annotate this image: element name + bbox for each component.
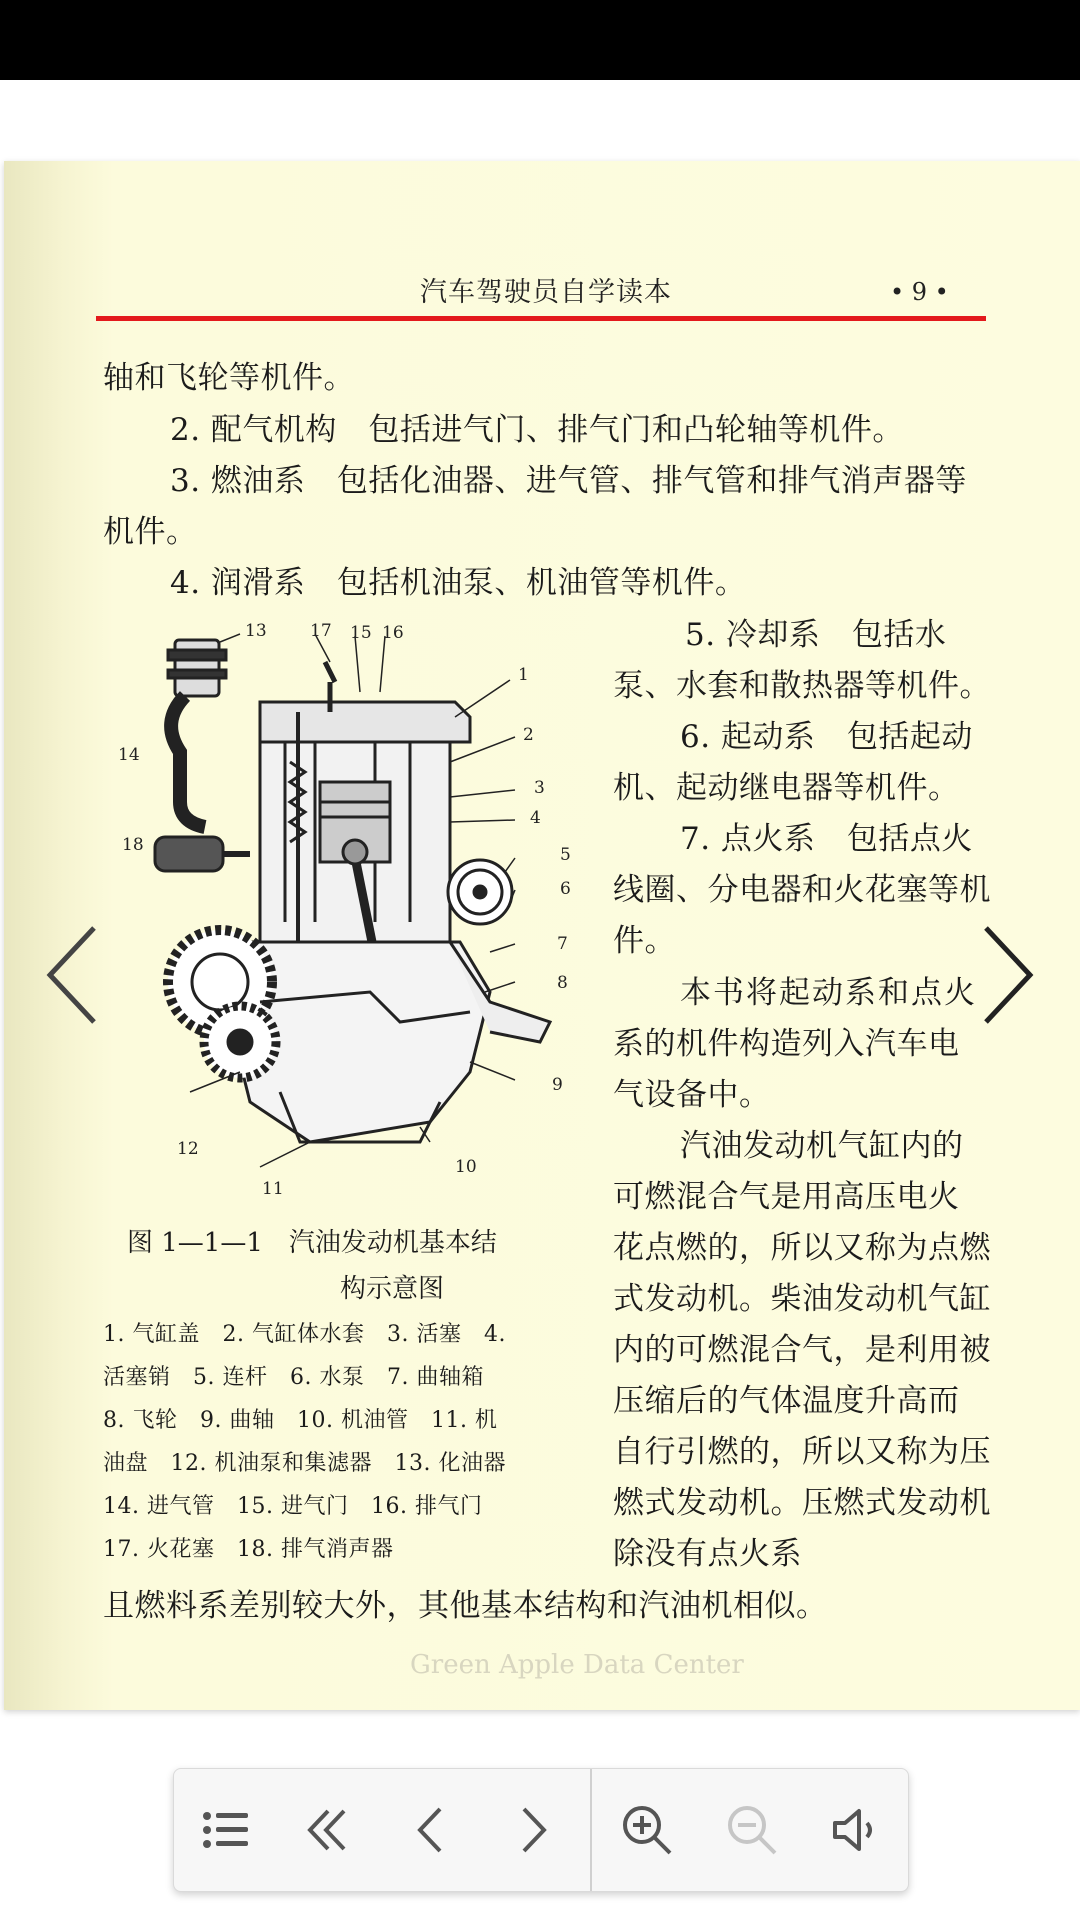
figure-number: 18 xyxy=(122,835,144,855)
zoom-out-button[interactable] xyxy=(715,1793,789,1867)
zoom-out-icon xyxy=(723,1801,781,1859)
first-page-button[interactable] xyxy=(292,1793,366,1867)
header-rule xyxy=(96,316,986,321)
text-line: 机、起动继电器等机件。 xyxy=(613,770,960,806)
figure-number: 13 xyxy=(245,622,267,641)
text-line: 3. 燃油系 包括化油器、进气管、排气管和排气消声器等 xyxy=(170,463,967,499)
figure-number: 3 xyxy=(534,778,545,798)
chevron-left-icon xyxy=(42,920,102,1030)
figure-number: 17 xyxy=(310,622,332,641)
figure-legend-line: 1. 气缸盖 2. 气缸体水套 3. 活塞 4. xyxy=(103,1322,506,1347)
figure-legend-line: 14. 进气管 15. 进气门 16. 排气门 xyxy=(103,1494,483,1519)
page-number: • 9 • xyxy=(890,278,949,306)
text-line: 气设备中。 xyxy=(613,1077,771,1113)
double-chevron-left-icon xyxy=(300,1801,358,1859)
toolbar-divider xyxy=(590,1769,592,1891)
figure-legend-line: 活塞销 5. 连杆 6. 水泵 7. 曲轴箱 xyxy=(103,1365,484,1390)
list-icon xyxy=(197,1801,255,1859)
reader-toolbar xyxy=(173,1768,909,1892)
figure-number: 6 xyxy=(560,879,571,899)
status-bar xyxy=(0,0,1080,80)
text-line: 汽油发动机气缸内的 xyxy=(680,1128,964,1164)
chevron-right-icon xyxy=(978,920,1038,1030)
text-line: 式发动机。柴油发动机气缸 xyxy=(613,1281,991,1317)
text-line: 压缩后的气体温度升高而 xyxy=(613,1383,960,1419)
figure-number: 4 xyxy=(530,808,541,828)
text-line: 线圈、分电器和火花塞等机 xyxy=(613,872,991,908)
figure-number: 1 xyxy=(518,665,529,685)
figure-number: 7 xyxy=(557,934,568,954)
figure-number: 16 xyxy=(382,623,404,643)
figure-number: 10 xyxy=(455,1157,477,1177)
chevron-left-icon xyxy=(402,1801,460,1859)
text-line: 机件。 xyxy=(103,514,198,550)
figure-number: 5 xyxy=(560,845,571,865)
figure-legend-line: 17. 火花塞 18. 排气消声器 xyxy=(103,1537,394,1562)
text-line: 5. 冷却系 包括水 xyxy=(685,617,947,653)
read-aloud-button[interactable] xyxy=(819,1793,893,1867)
speaker-icon xyxy=(827,1801,885,1859)
text-line: 件。 xyxy=(613,923,676,959)
text-line: 系的机件构造列入汽车电 xyxy=(613,1026,960,1062)
zoom-in-icon xyxy=(618,1801,676,1859)
table-of-contents-button[interactable] xyxy=(189,1793,263,1867)
text-line: 且燃料系差别较大外，其他基本结构和汽油机相似。 xyxy=(103,1588,828,1624)
text-line: 除没有点火系 xyxy=(613,1536,802,1572)
engine-diagram xyxy=(110,622,580,1202)
chevron-right-icon xyxy=(504,1801,562,1859)
figure-number: 11 xyxy=(262,1179,284,1199)
next-page-arrow[interactable] xyxy=(978,920,1038,1030)
figure-legend-line: 8. 飞轮 9. 曲轴 10. 机油管 11. 机 xyxy=(103,1408,498,1433)
figure-caption-continued: 构示意图 xyxy=(340,1274,445,1304)
zoom-in-button[interactable] xyxy=(610,1793,684,1867)
text-line: 4. 润滑系 包括机油泵、机油管等机件。 xyxy=(170,565,747,601)
previous-page-arrow[interactable] xyxy=(42,920,102,1030)
text-line: 内的可燃混合气，是利用被 xyxy=(613,1332,991,1368)
previous-page-button[interactable] xyxy=(394,1793,468,1867)
figure-legend-line: 油盘 12. 机油泵和集滤器 13. 化油器 xyxy=(103,1451,506,1476)
page-header-title: 汽车驾驶员自学读本 xyxy=(420,277,672,308)
text-line: 燃式发动机。压燃式发动机 xyxy=(613,1485,991,1521)
text-line: 6. 起动系 包括起动 xyxy=(680,719,973,755)
text-line: 7. 点火系 包括点火 xyxy=(680,821,973,857)
next-page-button[interactable] xyxy=(496,1793,570,1867)
figure-number: 2 xyxy=(523,725,534,745)
watermark: Green Apple Data Center xyxy=(410,1650,744,1680)
figure-number: 14 xyxy=(118,745,140,765)
figure-number: 9 xyxy=(552,1075,563,1095)
figure-number: 8 xyxy=(557,973,568,993)
figure-caption: 图 1—1—1 汽油发动机基本结 xyxy=(127,1228,497,1258)
text-line: 泵、水套和散热器等机件。 xyxy=(613,668,991,704)
figure-number: 15 xyxy=(350,623,372,643)
figure-number: 12 xyxy=(177,1139,199,1159)
text-line: 自行引燃的，所以又称为压 xyxy=(613,1434,991,1470)
text-line: 可燃混合气是用高压电火 xyxy=(613,1179,960,1215)
text-line: 本书将起动系和点火 xyxy=(680,975,977,1011)
text-line: 2. 配气机构 包括进气门、排气门和凸轮轴等机件。 xyxy=(170,412,904,448)
text-line: 花点燃的，所以又称为点燃 xyxy=(613,1230,991,1266)
text-line: 轴和飞轮等机件。 xyxy=(103,360,355,396)
